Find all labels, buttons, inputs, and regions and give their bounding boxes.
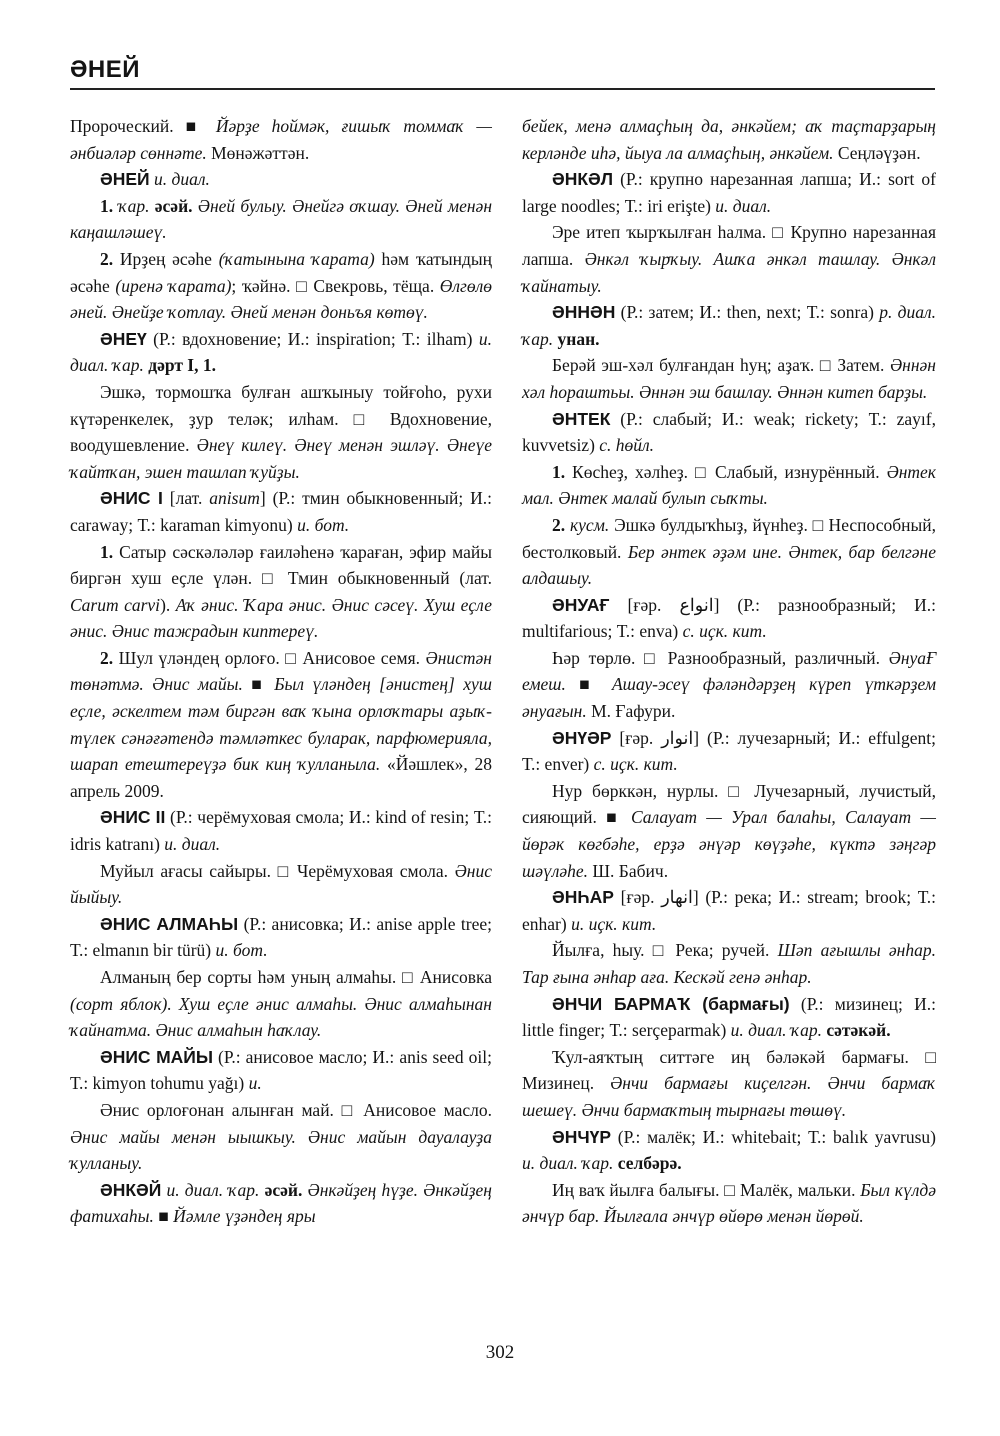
dictionary-entry: ӘНЕҮ (Р.: вдохновение; И.: inspiration; Т.: ilham) и. диал. ҡар. дәрт I, 1. xyxy=(70,328,492,376)
page-number: 302 xyxy=(485,1342,515,1363)
dictionary-entry: ӘНЧИ БАРМАҠ (бармағы) (Р.: мизинец; И.: little finger; Т.: serçeparmak) и. диал. ҡар. сәтәкәй. xyxy=(522,993,936,1041)
dictionary-entry: Эре итеп ҡырҡылған һалма. □ Крупно нарезанная лапша. Әнкәл ҡырҡыу. Ашҡа әнкәл ташлау. Әнкәл ҡайнатыу. xyxy=(522,222,936,296)
dictionary-entry: Һәр төрлө. □ Разнообразный, различный. ӘнуаҒ емеш. ■ Ашау-эсеү фәләндәрҙең күреп үткәрҙем әнуағын. М. Ғафури. xyxy=(522,647,936,722)
dictionary-entry: ӘНУАҒ [ғәр. انواع] (Р.: разнообразный; И.: multifarious; Т.: enva) с. иҫк. кит. xyxy=(522,594,936,642)
page-header xyxy=(70,56,935,90)
dictionary-entry: ӘНКӘЛ (Р.: крупно нарезанная лапша; И.: sort of large noodles; Т.: iri erişte) и. диал. xyxy=(522,169,936,216)
dictionary-entry: бейек, менә алмаҫһың да, әнкәйем; аҡ таҫтарҙарың керләнде иһә, йыуа ла алмаҫһың, әнкәйем. Сеңләүҙән. xyxy=(522,116,936,163)
running-headword: ӘНЕЙ xyxy=(70,56,141,83)
dictionary-entry: Берәй эш-хәл булғандан һуң; аҙаҡ. □ Затем. Әннән хәл һораштьы. Әннән эш башлау. Әннән китеп барҙы. xyxy=(522,355,936,402)
dictionary-entry: ӘННӘН (Р.: затем; И.: then, next; Т.: sonra) р. диал. ҡар. унан. xyxy=(522,302,937,349)
dictionary-entry: 1. Көсһеҙ, хәлһеҙ. □ Слабый, изнурённый. Әнтек мал. Әнтек малай булып сыҡты. xyxy=(522,461,936,509)
dictionary-entry: ӘНТЕК (Р.: слабый; И.: weak; rickety; Т.: zayıf, kuvvetsiz) с. һөйл. xyxy=(522,408,936,456)
right-column xyxy=(522,113,936,1230)
dictionary-entry: Эшкә, тормошҡа булған ашҡыныу тойғоһо, рухи күтәренкелек, ҙур теләк; илһам. □ Вдохновение, воодушевление. Әнеү килеү. Әнеү менән эшләү. Әнеүе ҡайтҡан, эшен ташлап ҡуйҙы. xyxy=(70,381,492,482)
left-column xyxy=(70,113,492,1230)
dictionary-entry: 2. Шул үләндең орлоғо. □ Анисовое семя. Әнистән төнәтмә. Әнис майы. ■ Был үләндең [әнистең] хуш еҫле, әскелтем тәм биргән ваҡ ҡына орлоҡтары аҙыҡ-түлек сәнәғәтендә тәмләткес буларак, парфюмерияла, шарап етештереүҙә бик киң ҡулланыла. «Йәшлек», 28 апрель 2009. xyxy=(70,647,492,801)
dictionary-entry: Иң ваҡ йылға балығы. □ Малёк, мальки. Был күлдә әнчүр бар. Йылғала әнчүр өйөрө менән йөрөй. xyxy=(522,1179,936,1227)
dictionary-entry: Пророческий. ■ Йәрҙе һоймәк, ғишыҡ томмаҡ — әнбиәләр сөннәте. Мөнәжәттән. xyxy=(70,116,492,163)
dictionary-entry: ӘНҮӘР [ғәр. انوار] (Р.: лучезарный; И.: effulgent; Т.: enver) с. иҫк. кит. xyxy=(522,727,936,775)
dictionary-entry: ӘНИС МАЙЫ (Р.: анисовое масло; И.: anis seed oil; Т.: kimyon tohumu yağı) и. xyxy=(70,1046,492,1094)
dictionary-entry: ӘНҺАР [ғәр. انهار] (Р.: река; И.: stream; brook; Т.: enhar) и. иҫк. кит. xyxy=(522,887,936,934)
dictionary-entry: ӘНИС I [лат. anisum] (Р.: тмин обыкновенный; И.: caraway; Т.: karaman kimyonu) и. бот. xyxy=(70,488,492,535)
dictionary-entry: 1. Сатыр сәскәләләр ғаиләһенә ҡараған, эфир майы биргән хуш еҫле үлән. □ Тмин обыкновенный (лат. Carum carvi). Аҡ әнис. Ҡара әнис. Әнис сәсеү. Хуш еҫле әнис. Әнис тажрадын киптереү. xyxy=(70,541,493,642)
dictionary-entry: ӘНЕЙ и. диал. xyxy=(100,169,210,190)
dictionary-entry: ӘНИС II (Р.: черёмуховая смола; И.: kind of resin; Т.: idris katranı) и. диал. xyxy=(70,807,492,855)
dictionary-entry: ӘНКӘЙ и. диал. ҡар. әсәй. Әнкәйҙең һүҙе. Әнкәйҙең фатихаһы. ■ Йәмле үҙәндең яры xyxy=(70,1179,492,1227)
dictionary-entry: Әнис орлоғонан алынған май. □ Анисовое масло. Әнис майы менән ыышкыу. Әнис майын дауалауҙа ҡулланыу. xyxy=(70,1099,492,1174)
dictionary-entry: 2. кусм. Эшкә булдыҡһыҙ, йүнһеҙ. □ Неспособный, бестолковый. Бер әнтек әҙәм ине. Әнтек, бар белгәне алдашыу. xyxy=(522,514,937,589)
dictionary-entry: 2. Ирҙең әсәһе (ҡатынына ҡарата) һәм ҡатындың әсәһе (иренә ҡарата); ҡәйнә. □ Свекровь, тёща. Өлгөлө әней. Әнейҙе ҡотлау. Әней менән доньъя көтөү. xyxy=(70,248,492,323)
dictionary-entry: 1. ҡар. әсәй. Әней булыу. Әнейгә оҡшау. Әней менән каңашләшеү. xyxy=(70,195,492,243)
dictionary-entry: Йылға, һыу. □ Река; ручей. Шәп ағышлы әнһар. Тар ғына әнһар аға. Кескәй генә әнһар. xyxy=(522,940,936,987)
dictionary-entry: Алманың бер сорты һәм уның алмаһы. □ Анисовка (сорт яблок). Хуш еҫле әнис алмаһы. Әнис алмаһынан ҡайнатма. Әнис алмаһын һаҡлау. xyxy=(70,967,492,1041)
dictionary-entry: Нур бөрккән, нурлы. □ Лучезарный, лучистый, сияющий. ■ Салауат — Урал балаһы, Салауат — йөрәк көгбәһе, ерҙә әнүәр көүҙәһе, күктә зәңгәр шәүләһе. Ш. Бабич. xyxy=(522,780,936,881)
dictionary-entry: ӘНЧҮР (Р.: малёк; И.: whitebait; Т.: balık yavrusu) и. диал. ҡар. селбәрә. xyxy=(522,1126,936,1174)
dictionary-entry: ӘНИС АЛМАҺЫ (Р.: анисовка; И.: anise apple tree; Т.: elmanın bir türü) и. бот. xyxy=(70,913,492,961)
dictionary-entry: Муйыл ағасы сайыры. □ Черёмуховая смола. Әнис йыйыу. xyxy=(70,860,492,908)
dictionary-entry: Ҡул-аяҡтың ситтәге иң бәләкәй бармағы. □ Мизинец. Әнчи бармағы киҫелгән. Әнчи бармаҡ шешеү. Әнчи бармаҡтың тырнағы төшөү. xyxy=(522,1046,936,1120)
